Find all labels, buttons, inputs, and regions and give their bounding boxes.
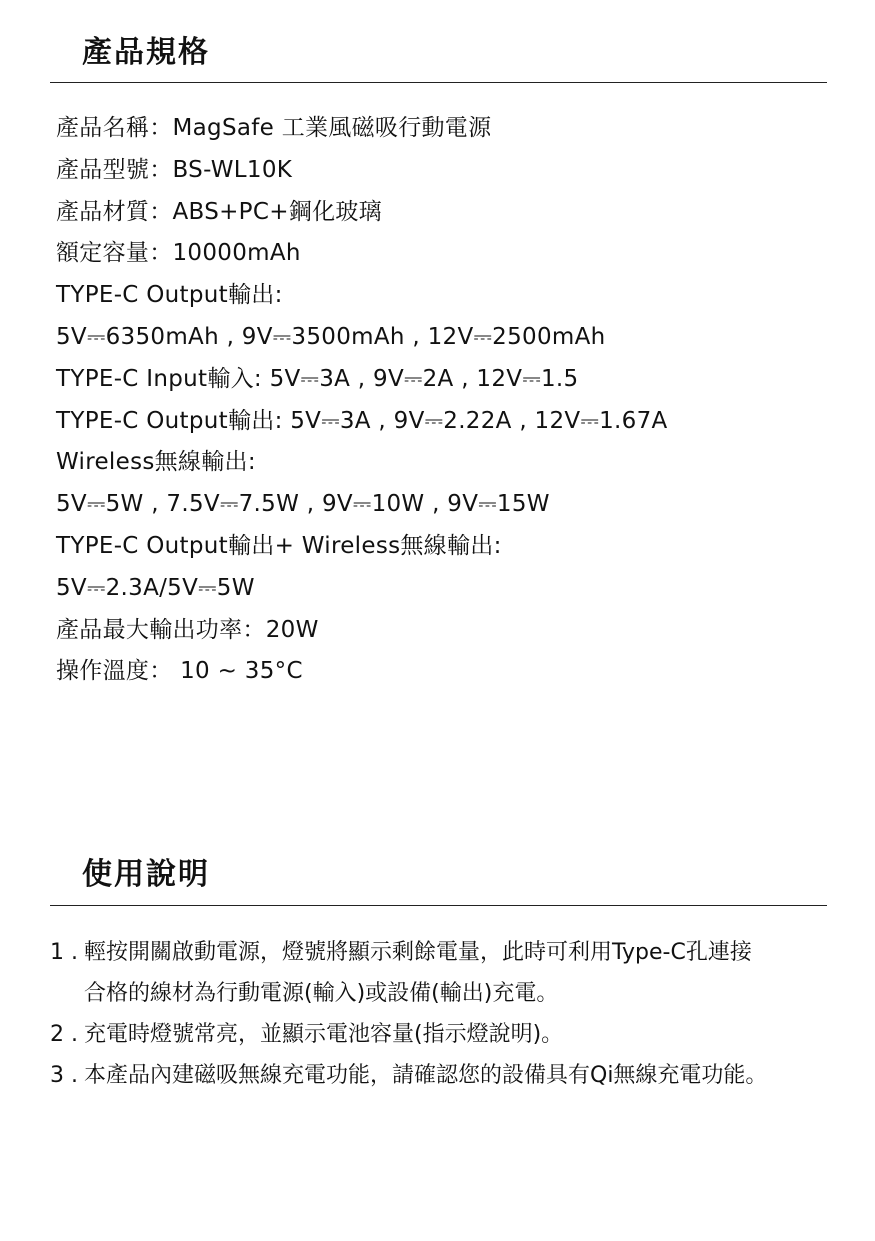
spec-item-combined-values: 5V⎓2.3A/5V⎓5W — [56, 574, 255, 601]
spec-divider — [50, 82, 827, 83]
spec-item-wireless-values: 5V⎓5W , 7.5V⎓7.5W , 9V⎓10W , 9V⎓15W — [56, 491, 550, 518]
spec-section-title: 產品規格 — [82, 35, 210, 70]
usage-item — [50, 932, 850, 1014]
spec-item-max-power: 產品最大輸出功率：20W — [56, 616, 319, 643]
usage-item-number: 1 . — [50, 940, 78, 965]
usage-divider — [50, 905, 827, 906]
spec-item-model: 產品型號：BS-WL10K — [56, 156, 293, 183]
spec-item-typec-output: TYPE-C Output輸出: 5V⎓3A , 9V⎓2.22A , 12V⎓1.67A — [56, 407, 668, 434]
usage-item-number: 3 . — [50, 1063, 78, 1088]
spec-item-capacity: 額定容量：10000mAh — [56, 240, 301, 267]
spec-item-wireless-label: Wireless無線輸出: — [56, 449, 256, 476]
usage-item-text: 本產品內建磁吸無線充電功能，請確認您的設備具有Qi無線充電功能。 — [84, 1063, 768, 1088]
usage-item-text: 充電時燈號常亮，並顯示電池容量(指示燈說明)。 — [84, 1022, 564, 1047]
spec-item-combined-label: TYPE-C Output輸出+ Wireless無線輸出: — [56, 532, 502, 559]
usage-list — [50, 932, 850, 1096]
spec-list — [56, 108, 846, 693]
spec-item-typec-output-label: TYPE-C Output輸出: — [56, 282, 283, 309]
usage-item-text: 輕按開關啟動電源，燈號將顯示剩餘電量，此時可利用Type-C孔連接 — [84, 940, 752, 965]
usage-item-text-continued: 合格的線材為行動電源(輸入)或設備(輸出)充電。 — [84, 981, 559, 1006]
spec-item-material: 產品材質：ABS+PC+鋼化玻璃 — [56, 198, 382, 225]
usage-item — [50, 1014, 850, 1055]
spec-item-name: 產品名稱：MagSafe 工業風磁吸行動電源 — [56, 115, 492, 141]
usage-section-title: 使用說明 — [82, 857, 210, 892]
usage-item-number: 2 . — [50, 1022, 78, 1047]
usage-item — [50, 1055, 850, 1096]
spec-item-typec-output-values: 5V⎓6350mAh , 9V⎓3500mAh , 12V⎓2500mAh — [56, 323, 606, 350]
spec-item-operating-temp: 操作溫度： 10 ~ 35°C — [56, 658, 303, 685]
spec-item-typec-input: TYPE-C Input輸入: 5V⎓3A , 9V⎓2A , 12V⎓1.5 — [56, 365, 579, 392]
